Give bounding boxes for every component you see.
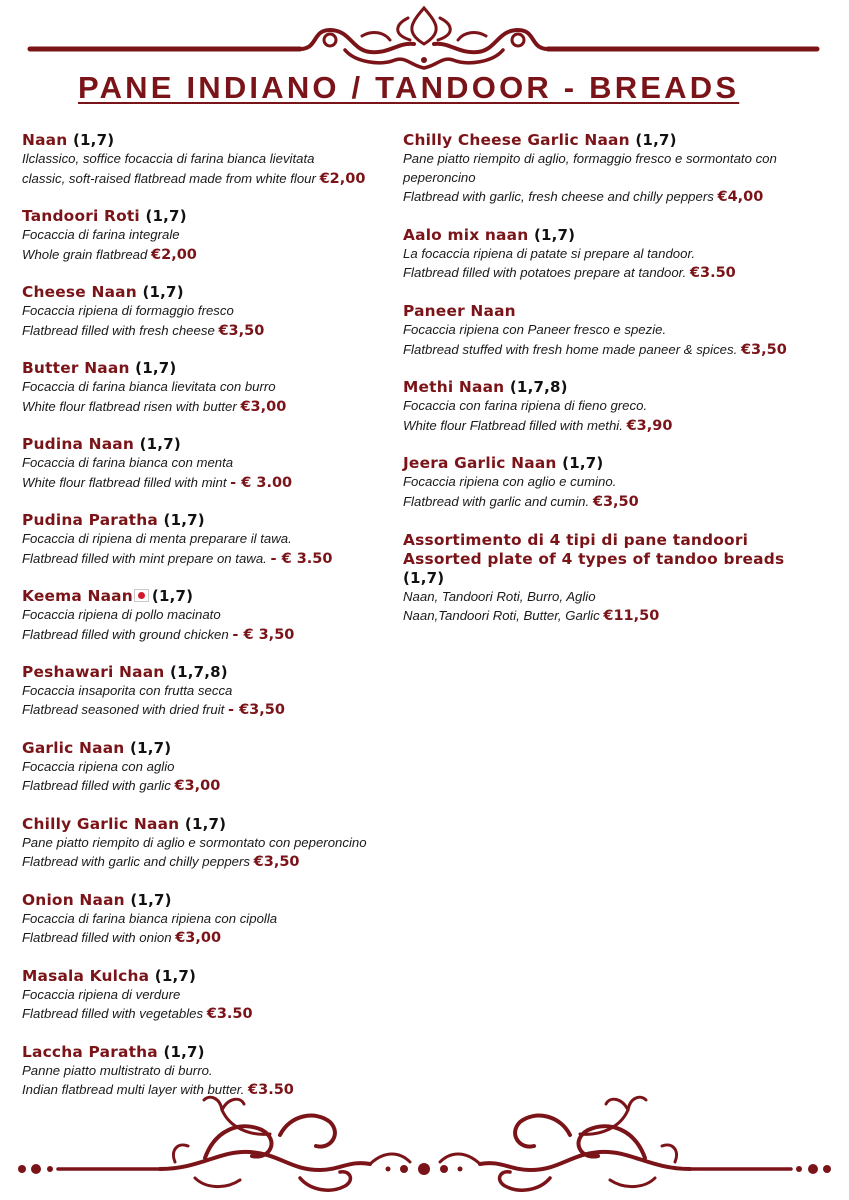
item-name: Pudina Paratha [22,510,158,529]
item-allergens: (1,7) [145,206,187,225]
item-description-it: Focaccia di farina bianca ripiena con cipolla [22,910,278,926]
item-allergens: (1,7) [151,586,194,605]
item-description-it: Focaccia ripiena con Paneer fresco e spezie. [403,321,667,337]
item-description-en-line [22,169,394,189]
item-description-en: Indian flatbread multi layer with butter. [22,1082,245,1098]
item-name: Peshawari Naan [22,662,165,681]
item-description-en: White flour flatbread filled with mint [22,474,227,490]
item-price: €3.50 [248,1082,294,1099]
item-name-line [22,207,394,226]
item-description-en-line [22,928,394,948]
item-description-it: Focaccia ripiena con aglio [22,758,175,774]
menu-item [22,587,394,645]
item-description-en-line [403,187,793,207]
non-veg-icon [134,589,149,602]
item-description-en-line [403,492,793,512]
item-price: €3,00 [240,398,287,415]
item-price: €3.50 [206,1006,253,1023]
item-name: Butter Naan [22,358,130,377]
item-name: Onion Naan [22,890,125,909]
item-description-it: Focaccia ripiena di formaggio fresco [22,302,234,318]
item-name-line [403,531,793,588]
item-description-en-line [403,263,793,283]
item-description-it: Focaccia ripiena con aglio e cumino. [403,474,617,490]
item-name: Keema Naan [22,586,133,605]
item-name: Methi Naan [403,378,505,397]
left-menu-column [22,131,394,1119]
item-name: Masala Kulcha [22,966,150,985]
item-description-it: Focaccia ripiena di verdure [22,986,181,1002]
item-description-en: Naan,Tandoori Roti, Butter, Garlic [403,608,600,624]
item-description-en-line [403,606,793,626]
right-menu-column [403,131,793,645]
item-description-it: Focaccia di ripiena di menta preparare il tawa. [22,530,292,546]
item-price: €3,50 [740,341,787,358]
item-description-en-line [22,1004,394,1024]
item-description-en: Flatbread filled with fresh cheese [22,322,215,338]
item-description-it: Pane piatto riempito di aglio, formaggio fresco e sormontato con peperoncino [403,151,777,185]
item-name-line [22,815,394,834]
item-name: Laccha Paratha [22,1042,158,1061]
item-allergens: (1,7) [135,358,177,377]
item-description-en: Flatbread filled with potatoes prepare at tandoor. [403,265,687,281]
item-price: €4,00 [717,189,764,206]
item-description-it: Focaccia ripiena di pollo macinato [22,606,221,622]
item-price: €3,00 [174,778,221,795]
item-name: Tandoori Roti [22,206,140,225]
item-description-en-line [22,397,394,417]
bottom-ornament-divider [0,1090,849,1200]
item-allergens: (1,7) [635,131,677,149]
item-description-en-line [22,852,394,872]
item-name-line [22,891,394,910]
item-description-en: classic, soft-raised flatbread made from white flour [22,170,316,186]
item-price: €3,50 [218,322,265,339]
item-price: €3,90 [626,417,673,434]
item-allergens: (1,7) [139,434,181,453]
item-description-en-line [403,340,793,360]
item-allergens: (1,7) [562,454,604,473]
menu-item [22,511,394,569]
item-allergens: (1,7) [130,738,172,757]
item-description-en-line [22,245,394,265]
item-price: €3.50 [689,265,736,282]
item-name-line [22,739,394,758]
item-description-it: Panne piatto multistrato di burro. [22,1062,213,1078]
item-name-line [403,302,793,321]
item-description-it: Focaccia di farina bianca lievitata con burro [22,378,276,394]
item-allergens: (1,7) [154,966,197,985]
item-price: - € 3,50 [232,626,295,643]
item-description-en: Flatbread stuffed with fresh home made paneer & spices. [403,341,738,357]
item-allergens: (1,7) [142,282,184,301]
menu-item [22,663,394,721]
item-description-en: Flatbread filled with onion [22,930,172,946]
item-description-en: Flatbread filled with ground chicken [22,626,229,642]
item-name: Assortimento di 4 tipi di pane tandoori Assorted plate of 4 types of tandoo breads [403,530,785,568]
item-description-en: Flatbread filled with garlic [22,778,171,794]
item-name-line [22,511,394,530]
item-name-line [22,587,394,606]
item-description-en: Flatbread with garlic, fresh cheese and chilly peppers [403,189,714,205]
top-ornament-divider [0,0,849,75]
menu-item [403,131,793,207]
item-description-en-line [22,473,394,493]
item-name-line [22,131,394,150]
item-name-line [22,283,394,302]
item-name-line [22,1043,394,1062]
item-allergens: (1,7) [403,568,445,587]
item-description-it: Focaccia di farina integrale [22,226,180,242]
item-description-en-line [22,625,394,645]
item-description-en: Flatbread with garlic and chilly peppers [22,854,250,870]
menu-item [403,454,793,512]
item-name-line [403,226,793,245]
item-description-en: Flatbread with garlic and cumin. [403,493,590,509]
menu-item [22,739,394,797]
item-description-en: White flour flatbread risen with butter [22,398,237,414]
item-description-en: Flatbread filled with mint prepare on tawa. [22,550,267,566]
item-description-it: Focaccia di farina bianca con menta [22,454,234,470]
menu-item [403,531,793,627]
item-name: Jeera Garlic Naan [403,454,557,473]
menu-item [22,359,394,417]
item-name: Aalo mix naan [403,225,529,244]
menu-item [22,435,394,493]
item-allergens: (1,7) [163,1042,205,1061]
item-description-en: Flatbread seasoned with dried fruit [22,702,225,718]
item-name: Chilly Garlic Naan [22,814,180,833]
item-price: €3,50 [253,854,300,871]
item-allergens: (1,7) [72,131,115,149]
item-price: - € 3.50 [270,550,333,567]
item-allergens: (1,7) [163,510,205,529]
item-price: €3,50 [592,493,639,510]
item-description-it: Ilclassico, soffice focaccia di farina bianca lievitata [22,151,315,166]
item-allergens: (1,7) [130,890,172,909]
item-name-line [22,435,394,454]
item-description-en-line [403,416,793,436]
item-description-it: Naan, Tandoori Roti, Burro, Aglio [403,588,596,604]
item-description-en: White flour Flatbread filled with methi. [403,417,623,433]
item-description-it: Focaccia con farina ripiena di fieno greco. [403,398,648,414]
item-name-line [22,663,394,682]
item-name: Garlic Naan [22,738,125,757]
item-name-line [403,131,793,150]
item-description-en-line [22,321,394,341]
item-price: - €3,50 [228,702,285,719]
item-price: - € 3.00 [230,474,293,491]
item-description-it: Focaccia insaporita con frutta secca [22,682,233,698]
item-allergens: (1,7,8) [509,378,568,397]
item-name-line [22,359,394,378]
item-name-line [22,967,394,986]
page-title: PANE INDIANO / TANDOOR - BREADS [78,70,740,105]
menu-item [403,226,793,284]
item-allergens: (1,7) [533,225,576,244]
item-description-en: Flatbread filled with vegetables [22,1006,204,1022]
item-price: €3,00 [175,930,222,947]
menu-item [22,815,394,873]
menu-item [22,891,394,949]
item-description-en-line [22,549,394,569]
item-description-it: Pane piatto riempito di aglio e sormontato con peperoncino [22,834,367,850]
menu-item [403,378,793,436]
item-allergens: (1,7,8) [170,662,228,681]
item-allergens: (1,7) [184,814,227,833]
item-price: €2,00 [151,246,197,263]
item-description-en-line [22,776,394,796]
menu-item [22,283,394,341]
item-name: Cheese Naan [22,282,137,301]
item-name-line [403,454,793,473]
item-description-it: La focaccia ripiena di patate si prepare al tandoor. [403,245,696,261]
item-name: Naan [22,131,68,149]
menu-item [22,207,394,265]
item-description-en: Whole grain flatbread [22,246,148,262]
menu-item [403,302,793,360]
item-price: €2,00 [319,170,366,187]
item-name: Pudina Naan [22,434,135,453]
item-description-en-line [22,700,394,720]
item-name: Chilly Cheese Garlic Naan [403,131,630,149]
menu-item [22,131,394,189]
item-name: Paneer Naan [403,301,516,320]
menu-item [22,967,394,1025]
item-name-line [403,378,793,397]
item-price: €11,50 [603,608,660,625]
